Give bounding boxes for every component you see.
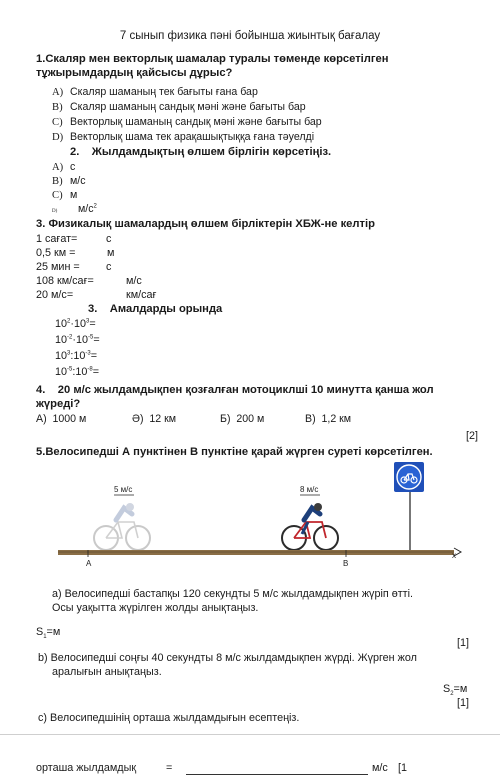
q3-row-2: 0,5 км = bbox=[36, 247, 76, 259]
q4-op-2: $10^{-2}\cdot 10^{-5}=$ bbox=[55, 334, 100, 346]
avg-speed-label: орташа жылдамдық bbox=[36, 762, 137, 774]
road bbox=[58, 550, 454, 555]
q5-option-a[interactable]: А) 1000 м bbox=[36, 413, 87, 425]
q4-text: 3. Амалдарды орында bbox=[88, 303, 223, 315]
q6-s1-answer[interactable]: $S_1=м$ bbox=[36, 626, 61, 641]
cyclist-figure bbox=[50, 462, 470, 574]
q3-row-1: 1 сағат= bbox=[36, 233, 78, 245]
q3-row-2-unit: м bbox=[107, 247, 115, 259]
avg-speed-answer-line[interactable] bbox=[186, 774, 368, 775]
q6-score1: [1] bbox=[457, 637, 470, 649]
q5-text-line1: 4. 20 м/с жылдамдықпен қозғалған мотоциклші 10 минутта қанша жол bbox=[36, 384, 434, 396]
q3-row-5-unit: км/сағ bbox=[126, 289, 157, 301]
cyclist-b bbox=[282, 503, 338, 550]
q3-row-4-unit: м/с bbox=[126, 275, 142, 287]
q3-row-3-unit: с bbox=[106, 261, 112, 273]
q3-text: 3. Физикалық шамалардың өлшем бірліктерін ХБЖ-не келтір bbox=[36, 218, 375, 230]
q5-option-b[interactable]: Ә) 12 км bbox=[132, 413, 177, 425]
q4-op-3: $10^3:10^{-3}=$ bbox=[55, 350, 98, 362]
q3-row-5: 20 м/с= bbox=[36, 289, 74, 301]
q3-row-1-unit: с bbox=[106, 233, 112, 245]
x-axis-label: x bbox=[452, 551, 456, 560]
q5-option-d[interactable]: В) 1,2 км bbox=[305, 413, 352, 425]
q2-option-a[interactable]: A) с bbox=[52, 161, 76, 173]
q4-op-4: $10^{-5}:10^{-8}=$ bbox=[55, 366, 100, 378]
q6-a-line2: Осы уақытта жүрілген жолды анықтаңыз. bbox=[52, 602, 259, 614]
page-title: 7 сынып физика пәні бойынша жиынтық бағалау bbox=[119, 30, 381, 42]
q1-text-line1: 1.Скаляр мен векторлық шамалар туралы төменде көрсетілген bbox=[36, 53, 389, 65]
q6-c-line: c) Велосипедшінің орташа жылдамдығын есептеңіз. bbox=[38, 712, 300, 724]
q2-option-d[interactable]: D) $м/с^2$ bbox=[52, 203, 97, 215]
q2-option-b[interactable]: B) м/с bbox=[52, 175, 86, 187]
q1-option-d[interactable]: D) Векторлық шама тек арақашықтыққа ғана тәуелді bbox=[52, 131, 315, 143]
q6-a-line1: a) Велосипедші бастапқы 120 секундты 5 м/с жылдамдықпен жүріп өтті. bbox=[52, 588, 413, 600]
speed-label-a: 5 м/с bbox=[114, 485, 133, 494]
q5-option-c[interactable]: Б) 200 м bbox=[220, 413, 265, 425]
speed-label-b: 8 м/с bbox=[300, 485, 319, 494]
q5-text-line2: жүреді? bbox=[36, 398, 81, 410]
q1-option-c[interactable]: C) Векторлық шаманың сандық мәні және бағыты бар bbox=[52, 116, 322, 128]
avg-speed-unit: м/с bbox=[372, 762, 388, 774]
q3-row-3: 25 мин = bbox=[36, 261, 80, 273]
q5-score: [2] bbox=[466, 430, 479, 442]
q6-text: 5.Велосипедші А пунктінен В пунктіне қарай жүрген суреті көрсетілген. bbox=[36, 446, 433, 458]
cyclist-a bbox=[94, 503, 150, 550]
q2-option-c[interactable]: C) м bbox=[52, 189, 78, 201]
q3-row-4: 108 км/сағ= bbox=[36, 275, 94, 287]
q6-b-line2: аралығын анықтаңыз. bbox=[52, 666, 162, 678]
point-b-label: В bbox=[343, 559, 349, 568]
q4-op-1: $10^2\cdot 10^3=$ bbox=[55, 318, 96, 330]
q6-s2-answer[interactable]: $S_2=м$ bbox=[443, 683, 468, 698]
q1-text-line2: тұжырымдардың қайсысы дұрыс? bbox=[36, 67, 233, 79]
q1-option-b[interactable]: B) Скаляр шаманың сандық мәні және бағыты бар bbox=[52, 101, 306, 113]
q6-score3: [1 bbox=[398, 762, 408, 774]
point-a-label: А bbox=[86, 559, 92, 568]
q1-option-a[interactable]: A) Скаляр шаманың тек бағыты ғана бар bbox=[52, 86, 258, 98]
avg-speed-eq: = bbox=[166, 762, 173, 774]
q6-b-line1: b) Велосипедші соңғы 40 секундты 8 м/с жылдамдықпен жүрді. Жүрген жол bbox=[38, 652, 417, 664]
q6-score2: [1] bbox=[457, 697, 470, 709]
page-divider bbox=[0, 734, 500, 735]
q2-text: 2. Жылдамдықтың өлшем бірлігін көрсетіңіз. bbox=[70, 146, 332, 158]
